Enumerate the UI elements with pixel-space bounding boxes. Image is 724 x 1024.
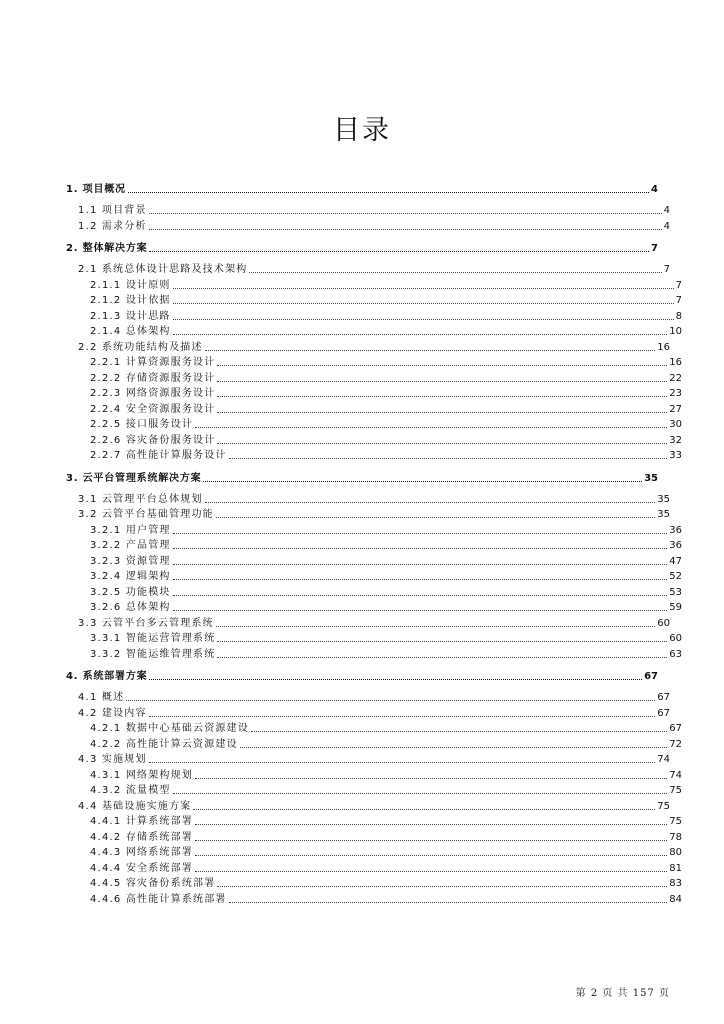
toc-entry-label: 4.1 概述 bbox=[78, 692, 125, 703]
toc-leader-dots bbox=[195, 770, 667, 779]
toc-entry[interactable] bbox=[66, 667, 658, 686]
toc-entry-page: 30 bbox=[669, 419, 682, 430]
toc-entry[interactable] bbox=[66, 845, 682, 861]
toc-entry-label: 1.2 需求分析 bbox=[78, 220, 147, 232]
toc-entry-page: 33 bbox=[669, 450, 682, 461]
toc-entry-page: 75 bbox=[669, 785, 682, 796]
toc-entry-label: 4.4.2 存储系统部署 bbox=[90, 831, 194, 843]
toc-entry-label: 1. 项目概况 bbox=[66, 184, 126, 195]
toc-entry-label: 3.2.3 资源管理 bbox=[90, 555, 171, 567]
page-footer: 第 2 页 共 157 页 bbox=[575, 988, 670, 999]
toc-entry[interactable] bbox=[66, 309, 682, 325]
toc-entry-page: 7 bbox=[675, 295, 682, 306]
toc-entry-page: 35 bbox=[644, 472, 658, 484]
toc-entry-label: 4.4.3 网络系统部署 bbox=[90, 847, 194, 858]
toc-entry-label: 2.2.2 存储资源服务设计 bbox=[90, 372, 216, 384]
toc-entry-label: 3.2.6 总体架构 bbox=[90, 602, 171, 613]
toc-entry[interactable] bbox=[66, 799, 670, 815]
toc-leader-dots bbox=[217, 435, 667, 444]
toc-leader-dots bbox=[149, 243, 649, 252]
toc-entry-page: 63 bbox=[669, 648, 682, 660]
toc-entry[interactable] bbox=[66, 433, 682, 449]
toc-entry-page: 35 bbox=[657, 493, 670, 505]
toc-entry[interactable] bbox=[66, 324, 682, 340]
toc-entry-label: 2.1 系统总体设计思路及技术架构 bbox=[78, 264, 248, 275]
toc-entry[interactable] bbox=[66, 180, 658, 199]
toc-entry-page: 32 bbox=[669, 434, 682, 446]
toc-entry[interactable] bbox=[66, 219, 670, 235]
toc-entry-label: 3.1 云管理平台总体规划 bbox=[78, 493, 203, 505]
toc-entry[interactable] bbox=[66, 783, 682, 799]
toc-entry-page: 83 bbox=[669, 878, 682, 889]
toc-leader-dots bbox=[249, 264, 661, 273]
toc-entry-label: 2.1.1 设计原则 bbox=[90, 279, 171, 291]
toc-entry[interactable] bbox=[66, 752, 670, 768]
toc-entry-label: 3. 云平台管理系统解决方案 bbox=[66, 472, 202, 484]
toc-leader-dots bbox=[205, 494, 656, 503]
toc-leader-dots bbox=[195, 419, 667, 428]
toc-entry-label: 4.3.2 流量模型 bbox=[90, 785, 171, 796]
toc-leader-dots bbox=[149, 221, 662, 230]
toc-entry-label: 3.2 云管平台基础管理功能 bbox=[78, 509, 214, 520]
toc-entry-page: 81 bbox=[669, 862, 682, 874]
toc-entry-page: 78 bbox=[669, 831, 682, 843]
toc-entry-label: 3.2.1 用户管理 bbox=[90, 524, 171, 536]
toc-leader-dots bbox=[173, 540, 668, 549]
toc-entry-label: 4.4.5 容灾备份系统部署 bbox=[90, 878, 216, 889]
toc-entry[interactable] bbox=[66, 448, 682, 464]
toc-leader-dots bbox=[173, 602, 668, 611]
toc-entry-page: 4 bbox=[663, 205, 670, 216]
toc-entry[interactable] bbox=[66, 892, 682, 908]
toc-entry-page: 7 bbox=[651, 243, 658, 254]
toc-entry-label: 2.1.4 总体架构 bbox=[90, 326, 171, 337]
toc-entry-page: 84 bbox=[669, 893, 682, 905]
toc-entry[interactable] bbox=[66, 402, 682, 418]
toc-entry-label: 2.1.3 设计思路 bbox=[90, 310, 171, 322]
toc-entry-page: 10 bbox=[669, 326, 682, 337]
toc-leader-dots bbox=[149, 671, 642, 680]
toc-entry[interactable] bbox=[66, 706, 670, 722]
toc-entry-page: 7 bbox=[663, 264, 670, 275]
page-title: 目录 bbox=[333, 115, 391, 146]
toc-entry[interactable] bbox=[66, 861, 682, 877]
toc-entry[interactable] bbox=[66, 876, 682, 892]
toc-leader-dots bbox=[217, 633, 667, 642]
toc-entry-label: 4. 系统部署方案 bbox=[66, 671, 148, 682]
toc-entry[interactable] bbox=[66, 690, 670, 706]
toc-leader-dots bbox=[128, 184, 649, 193]
toc-leader-dots bbox=[149, 754, 656, 763]
toc-leader-dots bbox=[217, 878, 667, 887]
toc-entry[interactable] bbox=[66, 737, 682, 753]
toc-entry-label: 4.4 基础设施实施方案 bbox=[78, 800, 192, 812]
toc-entry-label: 3.3 云管平台多云管理系统 bbox=[78, 617, 214, 629]
toc-entry[interactable] bbox=[66, 239, 658, 258]
toc-entry[interactable] bbox=[66, 830, 682, 846]
toc-leader-dots bbox=[217, 373, 667, 382]
toc-entry[interactable] bbox=[66, 469, 658, 488]
toc-entry-page: 59 bbox=[669, 602, 682, 613]
toc-entry[interactable] bbox=[66, 600, 682, 616]
toc-entry[interactable] bbox=[66, 293, 682, 309]
toc-entry-page: 72 bbox=[669, 738, 682, 750]
toc-entry-label: 3.3.1 智能运营管理系统 bbox=[90, 633, 216, 644]
toc-entry[interactable] bbox=[66, 721, 682, 737]
toc-leader-dots bbox=[229, 894, 668, 903]
toc-entry-page: 75 bbox=[657, 800, 670, 812]
toc-entry-label: 2.2 系统功能结构及描述 bbox=[78, 341, 203, 353]
toc-leader-dots bbox=[173, 556, 668, 565]
toc-entry-page: 53 bbox=[669, 586, 682, 598]
toc-leader-dots bbox=[205, 342, 656, 351]
toc-entry-label: 2.2.1 计算资源服务设计 bbox=[90, 357, 216, 368]
toc-leader-dots bbox=[203, 473, 642, 482]
toc-entry[interactable] bbox=[66, 554, 682, 570]
toc-entry-page: 67 bbox=[657, 692, 670, 703]
table-of-contents bbox=[66, 180, 682, 907]
toc-entry-page: 75 bbox=[669, 816, 682, 827]
toc-entry[interactable] bbox=[66, 386, 682, 402]
toc-leader-dots bbox=[216, 618, 655, 627]
toc-entry-page: 80 bbox=[669, 847, 682, 858]
toc-entry[interactable] bbox=[66, 355, 682, 371]
toc-entry[interactable] bbox=[66, 569, 682, 585]
toc-leader-dots bbox=[173, 311, 674, 320]
toc-leader-dots bbox=[149, 205, 662, 214]
toc-leader-dots bbox=[149, 708, 656, 717]
toc-leader-dots bbox=[173, 587, 668, 596]
toc-entry-page: 74 bbox=[669, 769, 682, 781]
toc-leader-dots bbox=[173, 280, 674, 289]
toc-entry[interactable] bbox=[66, 523, 682, 539]
toc-leader-dots bbox=[173, 326, 668, 335]
toc-entry-page: 23 bbox=[669, 388, 682, 399]
toc-entry[interactable] bbox=[66, 814, 682, 830]
toc-leader-dots bbox=[217, 357, 667, 366]
toc-entry-label: 4.2 建设内容 bbox=[78, 707, 147, 719]
toc-entry[interactable] bbox=[66, 262, 670, 278]
toc-entry-label: 4.2.2 高性能计算云资源建设 bbox=[90, 738, 238, 750]
toc-leader-dots bbox=[173, 571, 668, 580]
toc-entry-label: 2.2.7 高性能计算服务设计 bbox=[90, 450, 227, 461]
toc-entry-page: 35 bbox=[657, 509, 670, 520]
toc-entry-label: 2.2.6 容灾备份服务设计 bbox=[90, 434, 216, 446]
toc-entry[interactable] bbox=[66, 507, 670, 523]
toc-entry-label: 4.4.1 计算系统部署 bbox=[90, 816, 194, 827]
toc-leader-dots bbox=[195, 832, 667, 841]
toc-leader-dots bbox=[229, 450, 668, 459]
toc-leader-dots bbox=[173, 785, 668, 794]
toc-leader-dots bbox=[195, 847, 667, 856]
toc-entry-label: 4.2.1 数据中心基础云资源建设 bbox=[90, 723, 250, 734]
toc-entry-page: 47 bbox=[669, 555, 682, 567]
toc-entry-page: 52 bbox=[669, 571, 682, 582]
toc-entry[interactable] bbox=[66, 340, 670, 356]
toc-entry-label: 4.4.6 高性能计算系统部署 bbox=[90, 893, 227, 905]
toc-entry-label: 2.2.3 网络资源服务设计 bbox=[90, 388, 216, 399]
toc-entry-label: 4.3.1 网络架构规划 bbox=[90, 769, 194, 781]
toc-entry[interactable] bbox=[66, 278, 682, 294]
toc-leader-dots bbox=[126, 692, 655, 701]
toc-entry-label: 2.1.2 设计依据 bbox=[90, 295, 171, 306]
toc-entry-label: 1.1 项目背景 bbox=[78, 205, 147, 216]
toc-leader-dots bbox=[195, 816, 667, 825]
toc-entry-page: 27 bbox=[669, 403, 682, 415]
toc-entry[interactable] bbox=[66, 417, 682, 433]
toc-entry[interactable] bbox=[66, 203, 670, 219]
toc-entry-label: 4.4.4 安全系统部署 bbox=[90, 862, 194, 874]
toc-entry-label: 2.2.4 安全资源服务设计 bbox=[90, 403, 216, 415]
toc-leader-dots bbox=[193, 801, 655, 810]
toc-entry[interactable] bbox=[66, 585, 682, 601]
toc-entry[interactable] bbox=[66, 538, 682, 554]
toc-entry-page: 16 bbox=[669, 357, 682, 368]
toc-entry-page: 36 bbox=[669, 540, 682, 551]
toc-entry-page: 7 bbox=[675, 279, 682, 291]
toc-leader-dots bbox=[217, 649, 667, 658]
toc-entry-page: 16 bbox=[657, 341, 670, 353]
toc-entry[interactable] bbox=[66, 371, 682, 387]
toc-entry[interactable] bbox=[66, 631, 682, 647]
toc-leader-dots bbox=[240, 739, 667, 748]
toc-leader-dots bbox=[217, 404, 667, 413]
toc-entry-page: 67 bbox=[669, 723, 682, 734]
toc-entry-page: 8 bbox=[675, 310, 682, 322]
toc-entry[interactable] bbox=[66, 492, 670, 508]
toc-entry-label: 3.2.4 逻辑架构 bbox=[90, 571, 171, 582]
toc-entry-label: 4.3 实施规划 bbox=[78, 754, 147, 765]
toc-entry[interactable] bbox=[66, 616, 670, 632]
toc-entry-label: 3.2.2 产品管理 bbox=[90, 540, 171, 551]
toc-entry-page: 67 bbox=[657, 707, 670, 719]
toc-entry-page: 60 bbox=[657, 617, 670, 629]
toc-leader-dots bbox=[217, 388, 667, 397]
toc-entry-label: 2. 整体解决方案 bbox=[66, 243, 148, 254]
toc-leader-dots bbox=[216, 509, 655, 518]
toc-entry-label: 3.2.5 功能模块 bbox=[90, 586, 171, 598]
toc-leader-dots bbox=[173, 525, 668, 534]
toc-entry-page: 60 bbox=[669, 633, 682, 644]
toc-leader-dots bbox=[173, 295, 674, 304]
toc-entry-label: 3.3.2 智能运维管理系统 bbox=[90, 648, 216, 660]
toc-entry-page: 4 bbox=[663, 220, 670, 232]
toc-entry-page: 22 bbox=[669, 372, 682, 384]
toc-entry[interactable] bbox=[66, 647, 682, 663]
toc-entry-page: 67 bbox=[644, 671, 658, 682]
toc-entry-page: 4 bbox=[651, 184, 658, 195]
toc-entry-label: 2.2.5 接口服务设计 bbox=[90, 419, 194, 430]
toc-entry-page: 74 bbox=[657, 754, 670, 765]
toc-entry[interactable] bbox=[66, 768, 682, 784]
toc-leader-dots bbox=[195, 863, 667, 872]
toc-entry-page: 36 bbox=[669, 524, 682, 536]
toc-leader-dots bbox=[251, 723, 667, 732]
